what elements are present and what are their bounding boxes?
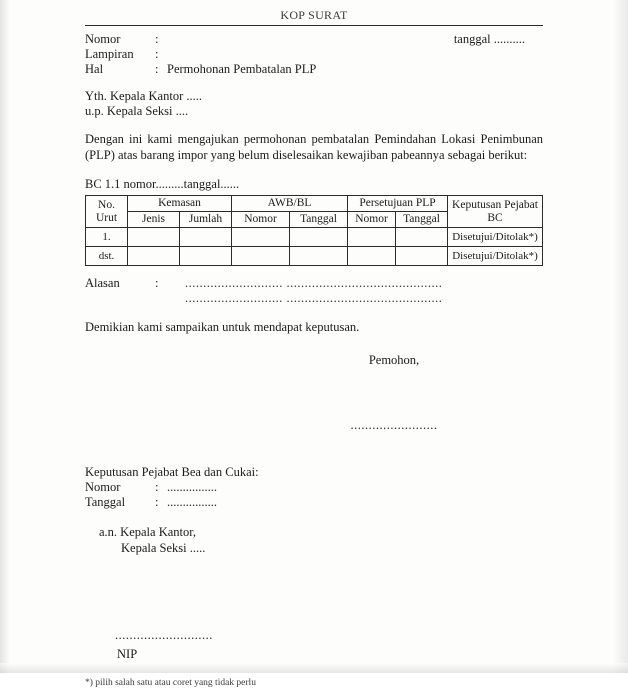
applicant-label: Pemohon, [368,353,420,367]
field-hal-colon: : [155,62,159,76]
cell-plp-tanggal [396,247,448,266]
table-header-row-top [86,196,543,212]
th-jumlah: Jumlah [180,212,232,228]
decision-title: Keputusan Pejabat Bea dan Cukai: [85,465,259,479]
table-row [86,247,543,266]
cell-no: dst. [86,247,128,266]
cell-no: 1. [86,228,128,247]
plp-table [85,195,543,266]
field-tanggal: tanggal .......... [453,32,525,46]
bc-reference-line: BC 1.1 nomor.........tanggal...... [85,177,240,191]
official-signature-dots: ........................... [115,628,213,642]
decision-nomor-label: Nomor [85,480,121,494]
cell-jenis [128,247,180,266]
footnote: *) pilih salah satu atau coret yang tidak perlu [85,678,256,688]
cell-awb-tanggal [290,228,348,247]
official-line-2: Kepala Seksi ..... [121,541,206,555]
field-hal-value: Permohonan Pembatalan PLP [167,62,317,76]
th-kemasan: Kemasan [128,196,232,212]
cell-awb-nomor [232,247,290,266]
recipient-block [85,89,543,119]
th-awb-nomor: Nomor [232,212,290,228]
field-lampiran-label: Lampiran [85,47,134,61]
cell-awb-nomor [232,228,290,247]
reason-dots [167,276,543,306]
reason-block [85,276,543,306]
decision-tanggal-value: ................ [167,495,217,509]
official-line-1: a.n. Kepala Kantor, [99,525,197,539]
reason-colon: : [155,276,159,290]
recipient-line-2: u.p. Kepala Seksi .... [85,104,189,118]
decision-field-nomor [85,480,543,495]
th-no-urut: No. Urut [86,196,128,228]
nip-label: NIP [117,647,138,661]
closing-paragraph: Demikian kami sampaikan untuk mendapat keputusan. [85,320,360,334]
cell-plp-nomor [348,228,396,247]
decision-nomor-value: ................ [167,480,217,494]
decision-tanggal-label: Tanggal [85,495,126,509]
field-hal [85,62,543,77]
cell-plp-nomor [348,247,396,266]
official-block [99,524,543,556]
th-jenis: Jenis [128,212,180,228]
th-plp-tanggal: Tanggal [396,212,448,228]
letterhead-divider [85,25,543,26]
decision-field-tanggal [85,495,543,510]
cell-jumlah [180,247,232,266]
reason-dots-line-2: ........................... ........................................... [185,291,443,305]
cell-awb-tanggal [290,247,348,266]
reason-label: Alasan [85,276,120,290]
table-row [86,228,543,247]
th-awb-tanggal: Tanggal [290,212,348,228]
applicant-signature-dots: ........................ [350,418,438,432]
field-lampiran-value [167,47,543,62]
scan-edge-right [612,0,628,673]
cell-plp-tanggal [396,228,448,247]
th-plp-nomor: Nomor [348,212,396,228]
cell-jenis [128,228,180,247]
field-hal-label: Hal [85,62,104,76]
field-nomor-label: Nomor [85,32,121,46]
cell-keputusan: Disetujui/Ditolak*) [448,247,543,266]
cell-keputusan: Disetujui/Ditolak*) [448,228,543,247]
field-lampiran-colon: : [155,47,159,61]
field-lampiran [85,47,543,62]
recipient-line-1: Yth. Kepala Kantor ..... [85,89,202,103]
decision-tanggal-colon: : [155,495,159,509]
decision-nomor-colon: : [155,480,159,494]
letterhead-title: KOP SURAT [280,8,348,22]
field-nomor-colon: : [155,32,159,46]
body-paragraph: Dengan ini kami mengajukan permohonan pembatalan Pemindahan Lokasi Penimbunan (PLP) atas barang impor yang belum diselesaikan kewajiban pabeannya sebagai berikut: [85,132,543,162]
document-content [85,8,543,688]
th-keputusan-pejabat-bc: Keputusan Pejabat BC [448,196,543,228]
reason-dots-line-1: ........................... ........................................... [185,276,443,290]
cell-jumlah [180,228,232,247]
th-persetujuan-plp: Persetujuan PLP [348,196,448,212]
th-awb-bl: AWB/BL [232,196,348,212]
scan-edge-left [0,0,10,673]
